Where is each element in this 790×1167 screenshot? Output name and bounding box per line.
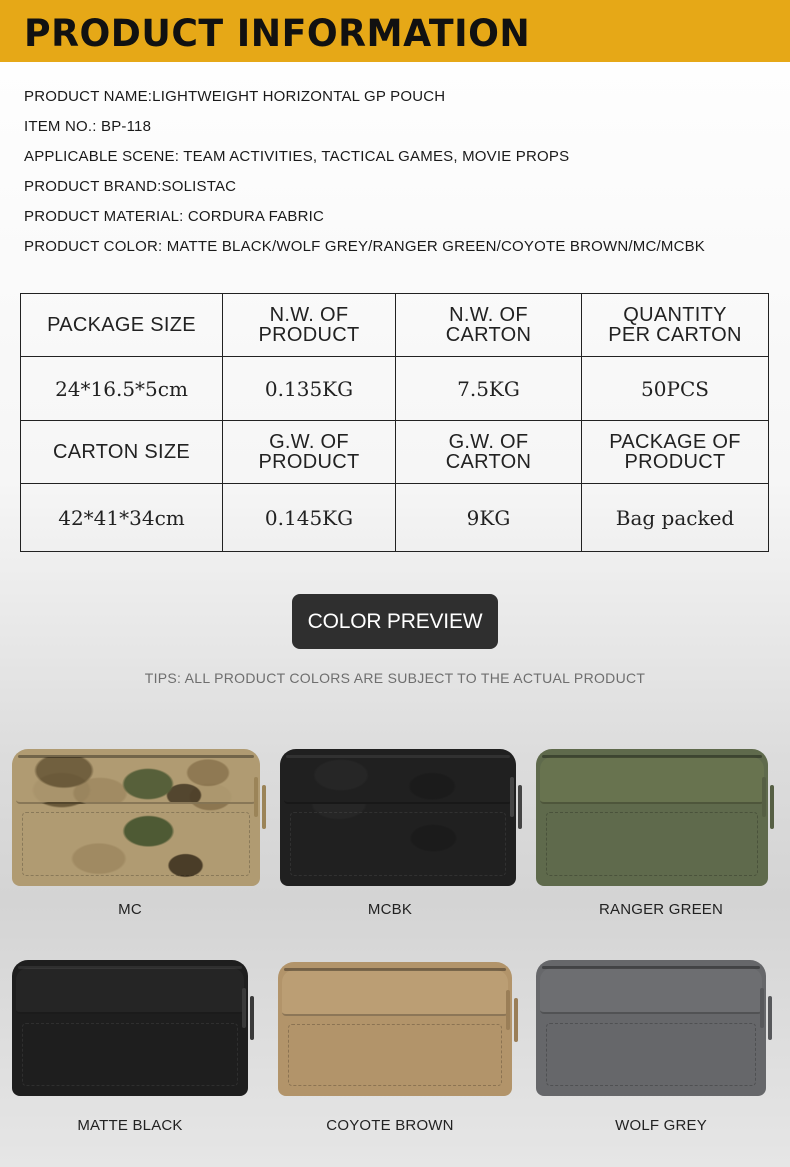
- color-preview-button[interactable]: COLOR PREVIEW: [292, 594, 498, 649]
- pouch-image-mcbk: [280, 749, 516, 886]
- table-cell: 50PCS: [582, 357, 769, 421]
- table-header-cell: QUANTITY PER CARTON: [582, 294, 769, 357]
- table-cell: 24*16.5*5cm: [21, 357, 223, 421]
- color-label-ranger-green: RANGER GREEN: [598, 901, 724, 918]
- table-row: [21, 421, 769, 484]
- table-cell: 9KG: [396, 484, 582, 552]
- spec-table: [20, 293, 769, 552]
- table-cell: 7.5KG: [396, 357, 582, 421]
- zipper: [284, 968, 506, 971]
- pouch-image-matte-black: [12, 960, 248, 1096]
- table-header-cell: CARTON SIZE: [21, 421, 223, 484]
- pouch-image-coyote-brown: [278, 962, 512, 1096]
- info-brand: PRODUCT BRAND:SOLISTAC: [24, 178, 237, 195]
- tips-text: TIPS: ALL PRODUCT COLORS ARE SUBJECT TO THE ACTUAL PRODUCT: [144, 670, 646, 686]
- header-banner: [0, 0, 790, 62]
- pouch-lid: [282, 970, 508, 1016]
- table-row: [21, 484, 769, 552]
- color-label-wolf-grey: WOLF GREY: [615, 1117, 707, 1134]
- table-header-cell: PACKAGE SIZE: [21, 294, 223, 357]
- pouch-lid: [540, 968, 762, 1014]
- zipper: [286, 755, 510, 758]
- table-cell: Bag packed: [582, 484, 769, 552]
- zipper-pull-icon: [758, 777, 780, 837]
- table-header-cell: N.W. OF PRODUCT: [223, 294, 396, 357]
- pouch-seam: [22, 1023, 238, 1086]
- pouch-seam: [288, 1024, 502, 1086]
- product-info-list: [24, 88, 705, 268]
- info-color: PRODUCT COLOR: MATTE BLACK/WOLF GREY/RANGER GREEN/COYOTE BROWN/MC/MCBK: [24, 238, 706, 255]
- pouch-seam: [22, 812, 250, 876]
- table-header-cell: PACKAGE OF PRODUCT: [582, 421, 769, 484]
- table-row: [21, 357, 769, 421]
- zipper-pull-icon: [238, 988, 260, 1048]
- zipper-pull-icon: [502, 990, 524, 1050]
- page-title: PRODUCT INFORMATION: [24, 12, 531, 55]
- pouch-lid: [284, 757, 512, 804]
- pouch-lid: [540, 757, 764, 804]
- pouch-image-mc: [12, 749, 260, 886]
- zipper-pull-icon: [756, 988, 778, 1048]
- pouch-image-ranger-green: [536, 749, 768, 886]
- pouch-seam: [290, 812, 506, 876]
- pouch-seam: [546, 812, 758, 876]
- pouch-lid: [16, 757, 256, 804]
- color-label-matte-black: MATTE BLACK: [77, 1117, 183, 1134]
- info-material: PRODUCT MATERIAL: CORDURA FABRIC: [24, 208, 325, 225]
- zipper: [542, 755, 762, 758]
- pouch-lid: [16, 968, 244, 1014]
- color-label-mcbk: MCBK: [367, 901, 413, 918]
- pouch-image-wolf-grey: [536, 960, 766, 1096]
- color-label-coyote-brown: COYOTE BROWN: [326, 1117, 454, 1134]
- table-row: [21, 294, 769, 357]
- table-cell: 0.135KG: [223, 357, 396, 421]
- zipper-pull-icon: [250, 777, 272, 837]
- zipper: [542, 966, 760, 969]
- table-cell: 0.145KG: [223, 484, 396, 552]
- zipper: [18, 755, 254, 758]
- table-header-cell: N.W. OF CARTON: [396, 294, 582, 357]
- zipper-pull-icon: [506, 777, 528, 837]
- table-header-cell: G.W. OF PRODUCT: [223, 421, 396, 484]
- info-applicable-scene: APPLICABLE SCENE: TEAM ACTIVITIES, TACTICAL GAMES, MOVIE PROPS: [24, 148, 570, 165]
- zipper: [18, 966, 242, 969]
- table-cell: 42*41*34cm: [21, 484, 223, 552]
- color-label-mc: MC: [118, 901, 142, 918]
- info-product-name: PRODUCT NAME:LIGHTWEIGHT HORIZONTAL GP POUCH: [24, 88, 446, 105]
- info-item-no: ITEM NO.: BP-118: [24, 118, 152, 135]
- pouch-seam: [546, 1023, 756, 1086]
- table-header-cell: G.W. OF CARTON: [396, 421, 582, 484]
